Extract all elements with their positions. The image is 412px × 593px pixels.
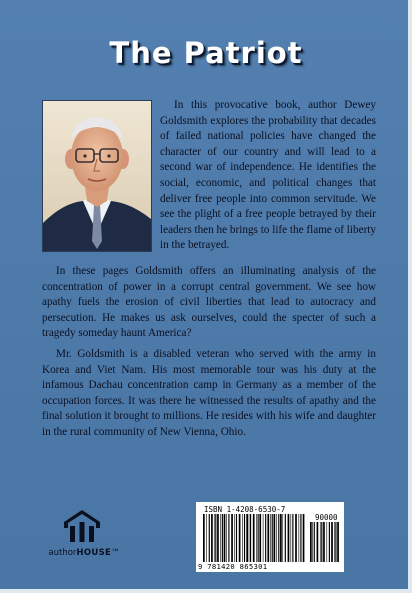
author-bio-paragraph: Mr. Goldsmith is a disabled veteran who served with the army in Korea and Viet Nam. His most memorable tour was his duty at the infamous Dachau concentration camp in Germany as a member of the occupation forces. It was there he witnessed the results of apathy and the final solution it brought to millions. He resides with his wife and daughter in the rural community of New Vienna, Ohio. [42, 348, 376, 438]
publisher-name-upper: HOUSE [76, 548, 112, 558]
price-barcode-bars [309, 522, 339, 562]
description-paragraph-1: In this provocative book, author Dewey Goldsmith explores the probability that decades of failed national policies have changed the character of our country and will lead to a second war of independence. He identifies the social, economic, and political changes that deliver free people into common servitude. We see the plight of a free people betrayed by their leaders then he brings to life the flame of liberty in the betrayed. [160, 99, 376, 252]
publisher-name-lower: author [48, 548, 77, 558]
description-paragraph-2: In these pages Goldsmith offers an illuminating analysis of the concentration of power in a corrupt central government. We see how apathy fuels the erosion of civil liberties that lead to autocracy and persecution. He makes us ask ourselves, could the specter of such a tragedy someday haunt America? [42, 265, 376, 340]
publisher-name [44, 548, 124, 558]
author-photo [42, 100, 152, 252]
ean-barcode-bars [202, 514, 306, 562]
isbn-label: ISBN 1-4208-6530-7 [204, 505, 286, 514]
publisher-logo [44, 508, 124, 568]
page-edge-bottom [0, 589, 412, 593]
book-title: The Patriot [109, 36, 303, 70]
price-code: 90000 [315, 513, 338, 522]
authorhouse-logo-icon [62, 508, 102, 544]
publisher-trademark: ™ [111, 548, 120, 558]
barcode [196, 502, 344, 572]
page-edge-right [408, 0, 412, 593]
barcode-digits: 9 781420 865301 [198, 562, 268, 571]
